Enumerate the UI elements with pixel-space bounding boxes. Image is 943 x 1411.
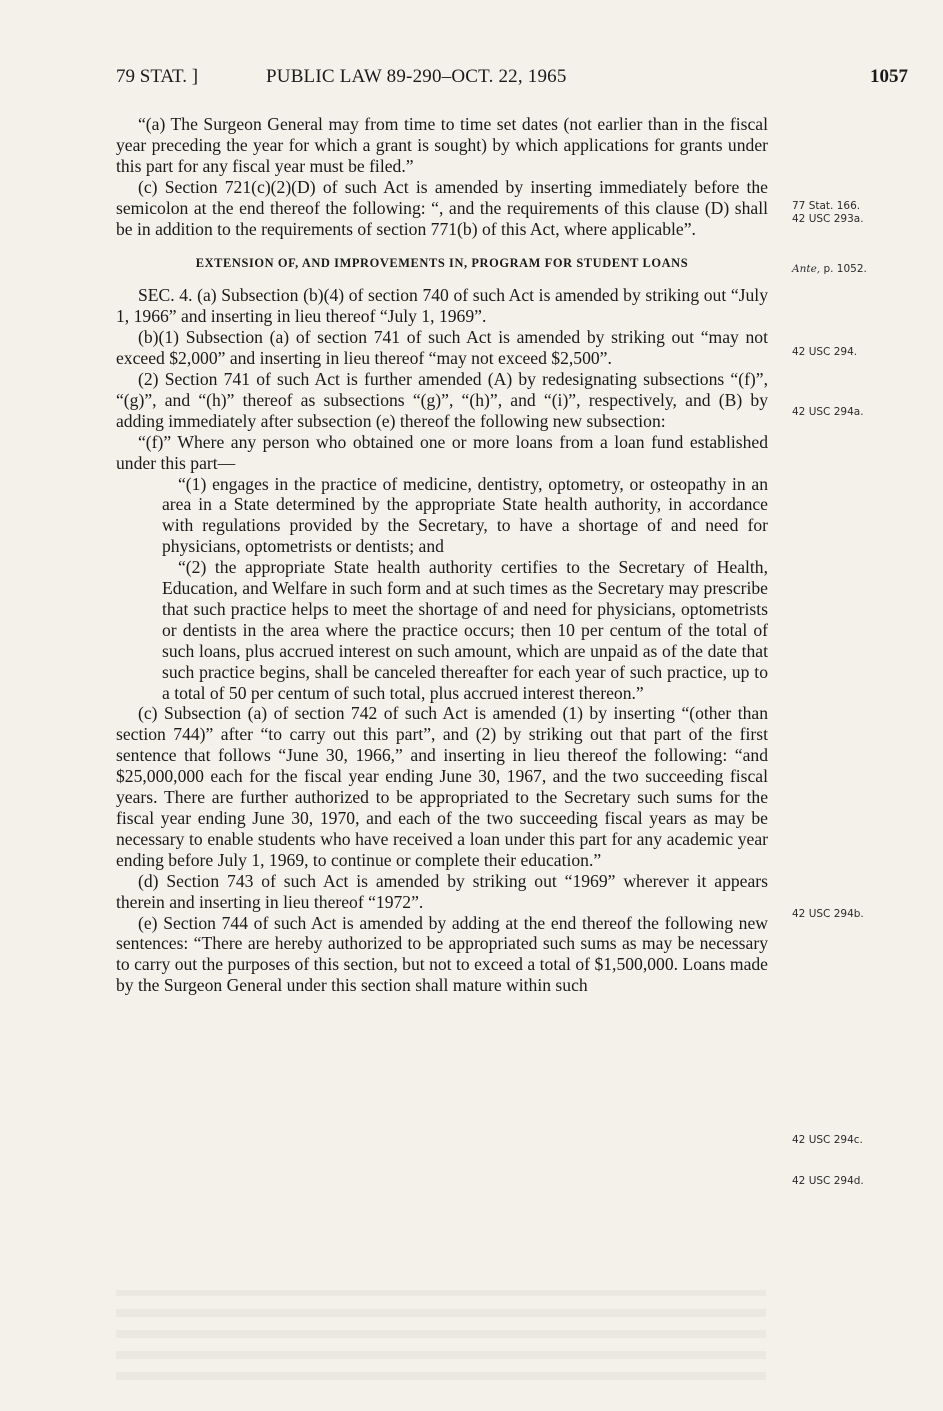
margin-note-rest: p. 1052. — [820, 263, 867, 275]
sub-paragraph: “(1) engages in the practice of medicine, dentistry, optometry, or osteopathy in an area in a State determined by the appropriate State health authority, in accordance with regulations provided by the Secretary, to have a shortage of and need for physicians, optometrists or dentists; and — [162, 473, 768, 557]
margin-note: 42 USC 294c. — [792, 1134, 863, 1146]
running-header — [116, 66, 916, 96]
page-number: 1057 — [870, 66, 908, 87]
margin-note-italic: Ante, — [792, 263, 821, 275]
margin-note: 42 USC 294b. — [792, 908, 864, 920]
paragraph: (c) Section 721(c)(2)(D) of such Act is amended by inserting immediately before the semicolon at the end thereof the following: “, and the requirements of this clause (D) shall be in addition to the requirements of section 771(b) of this Act, where applicable”. — [116, 176, 768, 239]
paragraph: “(f)” Where any person who obtained one or more loans from a loan fund established under this part— — [116, 431, 768, 473]
body-text — [116, 114, 768, 996]
section-heading: EXTENSION OF, AND IMPROVEMENTS IN, PROGRAM FOR STUDENT LOANS — [195, 256, 689, 271]
paragraph: (e) Section 744 of such Act is amended by adding at the end thereof the following new sentences: “There are hereby authorized to be appropriated such sums as may be necessary to carry out the purposes of this section, but not to exceed a total of $1,500,000. Loans made by the Surgeon General under this section shall mature within such — [116, 912, 768, 996]
paragraph: (2) Section 741 of such Act is further amended (A) by redesignating subsections “(f)”, “(g)”, and “(h)” thereof as subsections “(g)”, “(h)”, and “(i)”, respectively, and (B) by adding immediately after subsection (e) thereof the following new subsection: — [116, 368, 768, 431]
sub-paragraph: “(2) the appropriate State health authority certifies to the Secretary of Health, Education, and Welfare in such form and at such times as the Secretary may prescribe that such practice helps to meet the shortage of and need for physicians, optometrists or dentists in the area where the practice occurs; then 10 per centum of the total of such loans, plus accrued interest on such amount, which are unpaid as of the date that such practice begins, shall be canceled thereafter for each year of such practice, up to a total of 50 per centum of such total, plus accrued interest thereon.” — [162, 557, 768, 703]
margin-note-line: 77 Stat. 166. — [792, 200, 861, 212]
paragraph: (b)(1) Subsection (a) of section 741 of such Act is amended by striking out “may not exceed $2,000” and inserting in lieu thereof “may not exceed $2,500”. — [116, 327, 768, 369]
margin-note: 42 USC 294. — [792, 346, 858, 358]
bleed-through-text — [116, 1290, 766, 1380]
paragraph: “(a) The Surgeon General may from time to time set dates (not earlier than in the fiscal year preceding the year for which a grant is sought) by which applications for grants under this part for any fiscal year must be filed.” — [116, 114, 768, 176]
margin-note — [792, 200, 922, 226]
paragraph: SEC. 4. (a) Subsection (b)(4) of section 740 of such Act is amended by striking out “July 1, 1966” and inserting in lieu thereof “July 1, 1969”. — [116, 285, 768, 327]
margin-note: 42 USC 294d. — [792, 1175, 864, 1187]
paragraph: (c) Subsection (a) of section 742 of such Act is amended (1) by inserting “(other than section 744)” after “to carry out this part”, and (2) by striking out that part of the first sentence that follows “June 30, 1966,” and inserting in lieu thereof the following: “and $25,000,000 each for the fiscal year ending June 30, 1967, and the two succeeding fiscal years. There are further authorized to be appropriated to the Secretary such sums for the fiscal year ending June 30, 1970, and each of the two succeeding fiscal years as may be necessary to enable students who have received a loan under this part for any academic year ending before July 1, 1969, to continue or complete their education.” — [116, 703, 768, 870]
paragraph: (d) Section 743 of such Act is amended by striking out “1969” wherever it appears therein and inserting in lieu thereof “1972”. — [116, 870, 768, 912]
margin-note — [792, 263, 922, 276]
margin-note: 42 USC 294a. — [792, 406, 864, 418]
margin-note-line: 42 USC 293a. — [792, 213, 864, 225]
law-title: PUBLIC LAW 89-290–OCT. 22, 1965 — [266, 66, 567, 87]
stat-volume: 79 STAT. ] — [116, 66, 199, 87]
